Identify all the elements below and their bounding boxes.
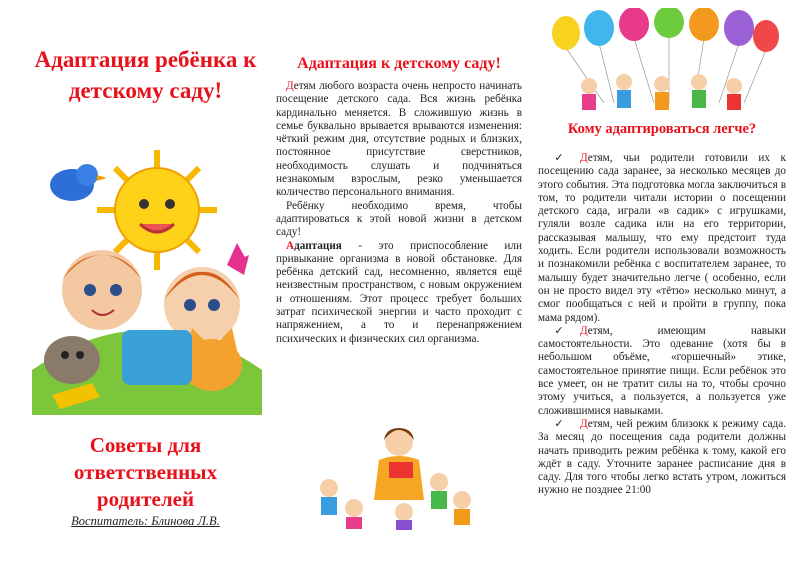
item-text: етям, чьи родители готовили их к посещению сада заранее, за несколько месяцев до этого события. Эта подготовка могла заключиться в том, то родители читали истории о посещении детского сада, играли «в садик» с игрушками, гуляли возле садика или на его территории, рассказывая малышу, что ему предстоит туда ходить. Если родители использовали возможность и познакомили ребёнка с воспитателем заранее, то малышу будет значительно легче ( особенно, если он не просто видел эту «тётю» несколько минут, а смог пообщаться с ней и пройти в группу, пока мама рядом). [538,152,786,324]
drop-letter: Д [580,324,588,337]
item-text: етям, чей режим близокк к режиму сада. За месяц до посещения сада родители должны начать приводить режим ребёнка к тому, какой его ждёт в саду. Уточните заранее расписание дня в саду. Для того чтобы легко встать утром, ложиться нужно не позднее 21:00 [538,417,786,497]
brochure-subtitle: Советы для ответственных родителей [73,433,218,511]
brochure-title: Адаптация ребёнка к детскому саду! [34,47,257,103]
author: Воспитатель: Блинова Л.В. [71,514,220,528]
check-icon: ✓ [554,152,564,164]
teacher-reading-illustration [304,420,489,530]
term: даптация [294,239,342,252]
check-icon: ✓ [554,417,564,430]
check-icon: ✓ [554,324,564,337]
paragraph-text: - это приспособление или привыкание организма в новой обстановке. Для ребёнка детский сад, несомненно, является ещё неизвестным пространством, с новым окружением и отношениям. Этот процесс требует больших затрат психической энергии и часто проходит с напряжением, а то и перенапряжением психических и физических сил организма. [276,239,522,345]
list-item [538,325,786,418]
paragraph [276,240,522,346]
section-title: Кому адаптироваться легче? [567,121,757,137]
tips-list [538,152,786,498]
drop-letter: А [286,239,295,252]
paragraph: Ребёнку необходимо время, чтобы адаптироваться к этой новой жизни в детском саду! [276,199,522,239]
drop-letter: Д [286,80,294,92]
paragraph-text: етям любого возраста очень непросто начинать посещение детского сада. Вся жизнь ребёнка кардинально меняется. В сложившую жизнь в семье буквально врывается врываются изменения: чёткий режим дня, отсутствие родных и близких, постоянное присутствие сверстников, необходимость слушать и подчиняться незнакомым взрослым, резко уменьшается количество персонального внимания. [276,80,522,199]
drop-letter: Д [580,152,588,164]
article-body [276,80,522,346]
paragraph [276,80,522,200]
item-text: етям, имеющим навыки самостоятельности. Это одевание (хотя бы в небольшом объёме, «горшечный» этике, самостоятельное принятие пищи. Если ребёнок это все умеет, он не тратит силы на то, чтобы срочно этому учиться, а пользуется, а пользуется уже сложившимися навыками. [538,324,786,417]
list-item [538,152,786,325]
list-item [538,418,786,498]
balloons-illustration [544,8,780,113]
drop-letter: Д [580,417,588,430]
section-title: Адаптация к детскому саду! [297,55,501,72]
sun-children-illustration [32,140,262,415]
